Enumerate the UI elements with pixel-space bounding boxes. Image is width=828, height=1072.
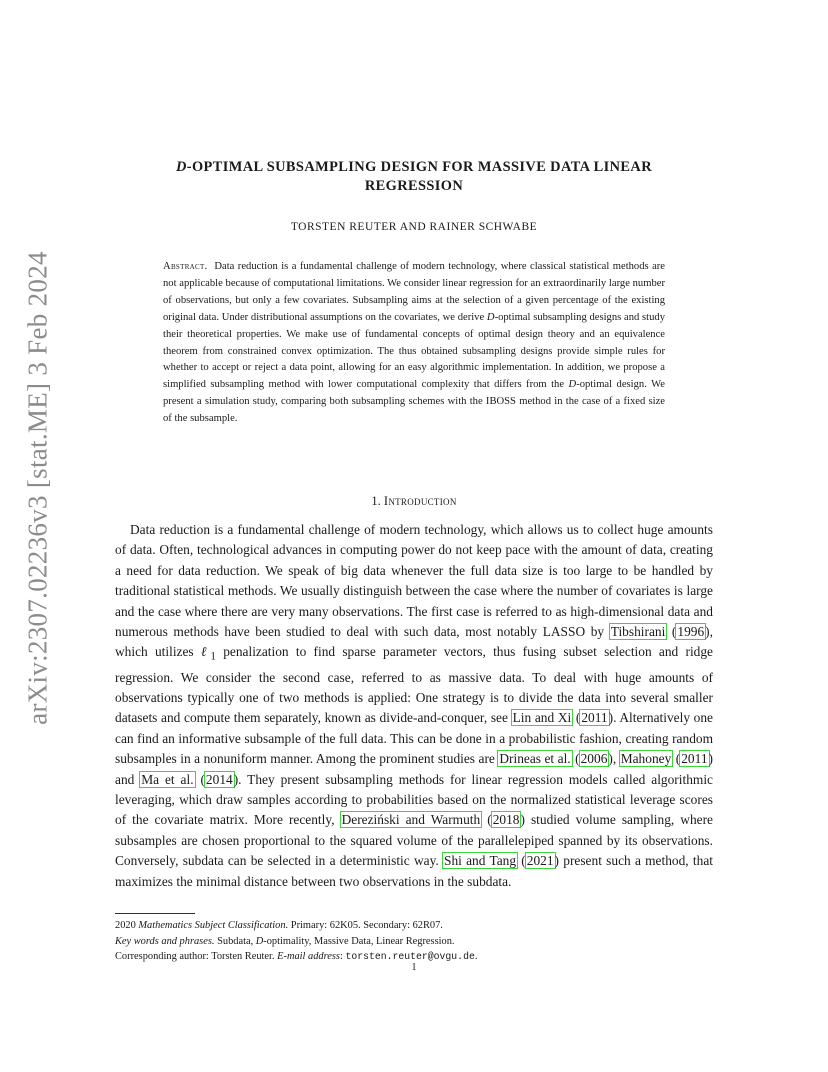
footnotes xyxy=(115,918,713,965)
citation-link-shi-tang[interactable]: Shi and Tang xyxy=(444,853,517,869)
citation-year-link-tibshirani[interactable]: 1996 xyxy=(677,624,705,640)
abstract-text-3: -optimal design. We present a simulation study, comparing both subsampling schemes with the IBOSS method in the case of a fixed size of the subsample. xyxy=(163,379,665,425)
abstract-italic-d-1: D xyxy=(486,311,495,323)
section-number: 1. xyxy=(371,494,381,508)
intro-text-6: and xyxy=(115,771,141,787)
abstract-italic-d-2: D xyxy=(568,379,577,391)
arxiv-stamp-text: arXiv:2307.02236v3 [stat.ME] 3 Feb 2024 xyxy=(22,251,53,725)
abstract-text-1: Data reduction is a fundamental challenge of modern technology, where classical statistical methods are not applicable because of computational limitations. We consider linear regression for an extraordinarily large number of observations, but only a few covariates. Subsampling aims at the selection of a given percentage of the existing original data. Under distributional assumptions on the covariates, we derive xyxy=(163,261,666,323)
introduction-paragraph: Data reduction is a fundamental challenge of modern technology, which allows us to collect huge amounts of data. Often, technological advances in computing power do not keep pace with the amount of data, creating a need for data reduction. We speak of big data whenever the full data size is too large to be handled by traditional statistical methods. We usually distinguish between the case where the number of covariates is large and the case where there are very many observations. The first case is referred to as high-dimensional data and numerous methods have been studied to deal with such data, most notably LASSO by Tibshirani (1996), which utilizes ℓ$_1$ penalization to find sparse parameter vectors, thus fusing subset selection and ridge regression. We consider the second case, referred to as massive data. To deal with huge amounts of observations typically one of two methods is applied: One strategy is to divide the data into several smaller datasets and compute them separately, known as divide-and-conquer, see Lin and Xi (2011). Alternatively one can find an informative subsample of the full data. This can be done in a probabilistic fashion, creating random subsamples in a nonuniform manner. Among the prominent studies are Drineas et al. (2006), Mahoney (2011) and Ma et al. (2014). They present subsampling methods for linear regression models called algorithmic leveraging, which draw samples according to probabilities based on the normalized statistical leverage scores of the covariate matrix. More recently, Dereziński and Warmuth (2018) studied volume sampling, where subsamples are chosen proportional to the squared volume of the parallelepiped spanned by its observations. Conversely, subdata can be selected in a deterministic way. Shi and Tang (2021) present such a method, that maximizes the minimal distance between two observations in the subdata. xyxy=(115,522,714,889)
corresponding-author: Corresponding author: Torsten Reuter. xyxy=(115,951,275,962)
citation-year-link-drineas[interactable]: 2006 xyxy=(580,751,608,767)
citation-link-ma[interactable]: Ma et al. xyxy=(141,771,194,787)
email-colon: : xyxy=(339,951,346,962)
msc-year: 2020 xyxy=(115,920,136,931)
footnote-msc xyxy=(115,918,713,934)
citation-link-derezinski[interactable]: Dereziński and Warmuth xyxy=(341,812,481,828)
citation-year-link-ma[interactable]: 2014 xyxy=(205,771,233,787)
title-line2: REGRESSION xyxy=(364,178,464,194)
citation-link-lin-xi[interactable]: Lin and Xi xyxy=(512,710,572,726)
citation-link-mahoney[interactable]: Mahoney xyxy=(620,751,672,767)
intro-text-5: , xyxy=(612,751,620,767)
footnote-keywords xyxy=(115,934,713,950)
citation-year-link-derezinski[interactable]: 2018 xyxy=(492,812,520,828)
keywords-italic-d: D xyxy=(255,935,264,947)
email-period: . xyxy=(474,951,478,962)
intro-text-2: , which utilizes xyxy=(115,624,713,660)
arxiv-identifier-stamp xyxy=(18,251,58,725)
intro-text-7: . They present subsampling methods for linear regression models called algorithmic leveraging, which draw samples according to probabilities based on the normalized statistical leverage scores of the covariate matrix. More recently, xyxy=(115,771,713,828)
keywords-text-2: -optimality, Massive Data, Linear Regression. xyxy=(263,935,455,947)
intro-text-8: studied volume sampling, where subsamples are chosen proportional to the squared volume of the parallelepiped spanned by its observations. Conversely, subdata can be selected in a deterministic way. xyxy=(115,812,713,869)
citation-link-tibshirani[interactable]: Tibshirani xyxy=(610,624,666,640)
citation-year-link-lin-xi[interactable]: 2011 xyxy=(581,710,608,726)
citation-year-link-shi-tang[interactable]: 2021 xyxy=(526,853,554,869)
email-label: E-mail address xyxy=(277,951,340,962)
citation-year-link-mahoney[interactable]: 2011 xyxy=(681,751,708,767)
ell-subscript: 1 xyxy=(210,651,216,664)
citation-link-drineas[interactable]: Drineas et al. xyxy=(499,751,571,767)
paper-title xyxy=(115,158,713,196)
paper-authors: TORSTEN REUTER AND RAINER SCHWABE xyxy=(290,221,538,233)
abstract xyxy=(163,259,665,428)
section-title-text: Introduction xyxy=(383,494,457,508)
title-italic-d: D xyxy=(175,159,187,175)
intro-text-3: penalization to find sparse parameter vectors, thus fusing subset selection and ridge regression. We consider the second case, referred to as massive data. To deal with huge amounts of observations typically one of two methods is applied: One strategy is to divide the data into several smaller datasets and compute them separately, known as divide-and-conquer, see xyxy=(115,644,714,726)
page-number: 1 xyxy=(411,962,417,973)
title-line1: -OPTIMAL SUBSAMPLING DESIGN FOR MASSIVE DATA LINEAR xyxy=(186,159,653,175)
intro-text-9: present such a method, that maximizes the minimal distance between two observations in the subdata. xyxy=(115,853,713,889)
keywords-text-1: Subdata, xyxy=(217,935,256,947)
msc-label: Mathematics Subject Classification. xyxy=(138,920,289,931)
keywords-label: Key words and phrases. xyxy=(115,935,215,947)
intro-text-4: . Alternatively one can find an informative subsample of the full data. This can be done in a probabilistic fashion, creating random subsamples in a nonuniform manner. Among the prominent studies are xyxy=(115,710,714,767)
section-heading xyxy=(115,494,713,509)
footnote-divider xyxy=(115,913,195,914)
msc-text: Primary: 62K05. Secondary: 62R07. xyxy=(290,920,443,931)
abstract-label: Abstract. xyxy=(163,261,208,272)
abstract-text-2: -optimal subsampling designs and study their theoretical properties. We make use of fundamental concepts of optimal design theory and an equivalence theorem from constrained convex optimization. The thus obtained subsampling designs provide simple rules for whether to accept or reject a data point, allowing for an easy algorithmic implementation. In addition, we propose a simplified subsampling method with lower computational complexity that differs from the xyxy=(163,311,665,391)
ell-symbol: ℓ xyxy=(200,644,211,660)
email-address[interactable]: torsten.reuter@ovgu.de xyxy=(345,951,475,962)
intro-text-1: Data reduction is a fundamental challenge of modern technology, which allows us to collect huge amounts of data. Often, technological advances in computing power do not keep pace with the amount of data, creating a need for data reduction. We speak of big data whenever the full data size is too large to be handled by traditional statistical methods. We usually distinguish between the case where the number of covariates is large and the case where there are very many observations. The first case is referred to as high-dimensional data and numerous methods have been studied to deal with such data, most notably LASSO by xyxy=(115,522,713,640)
